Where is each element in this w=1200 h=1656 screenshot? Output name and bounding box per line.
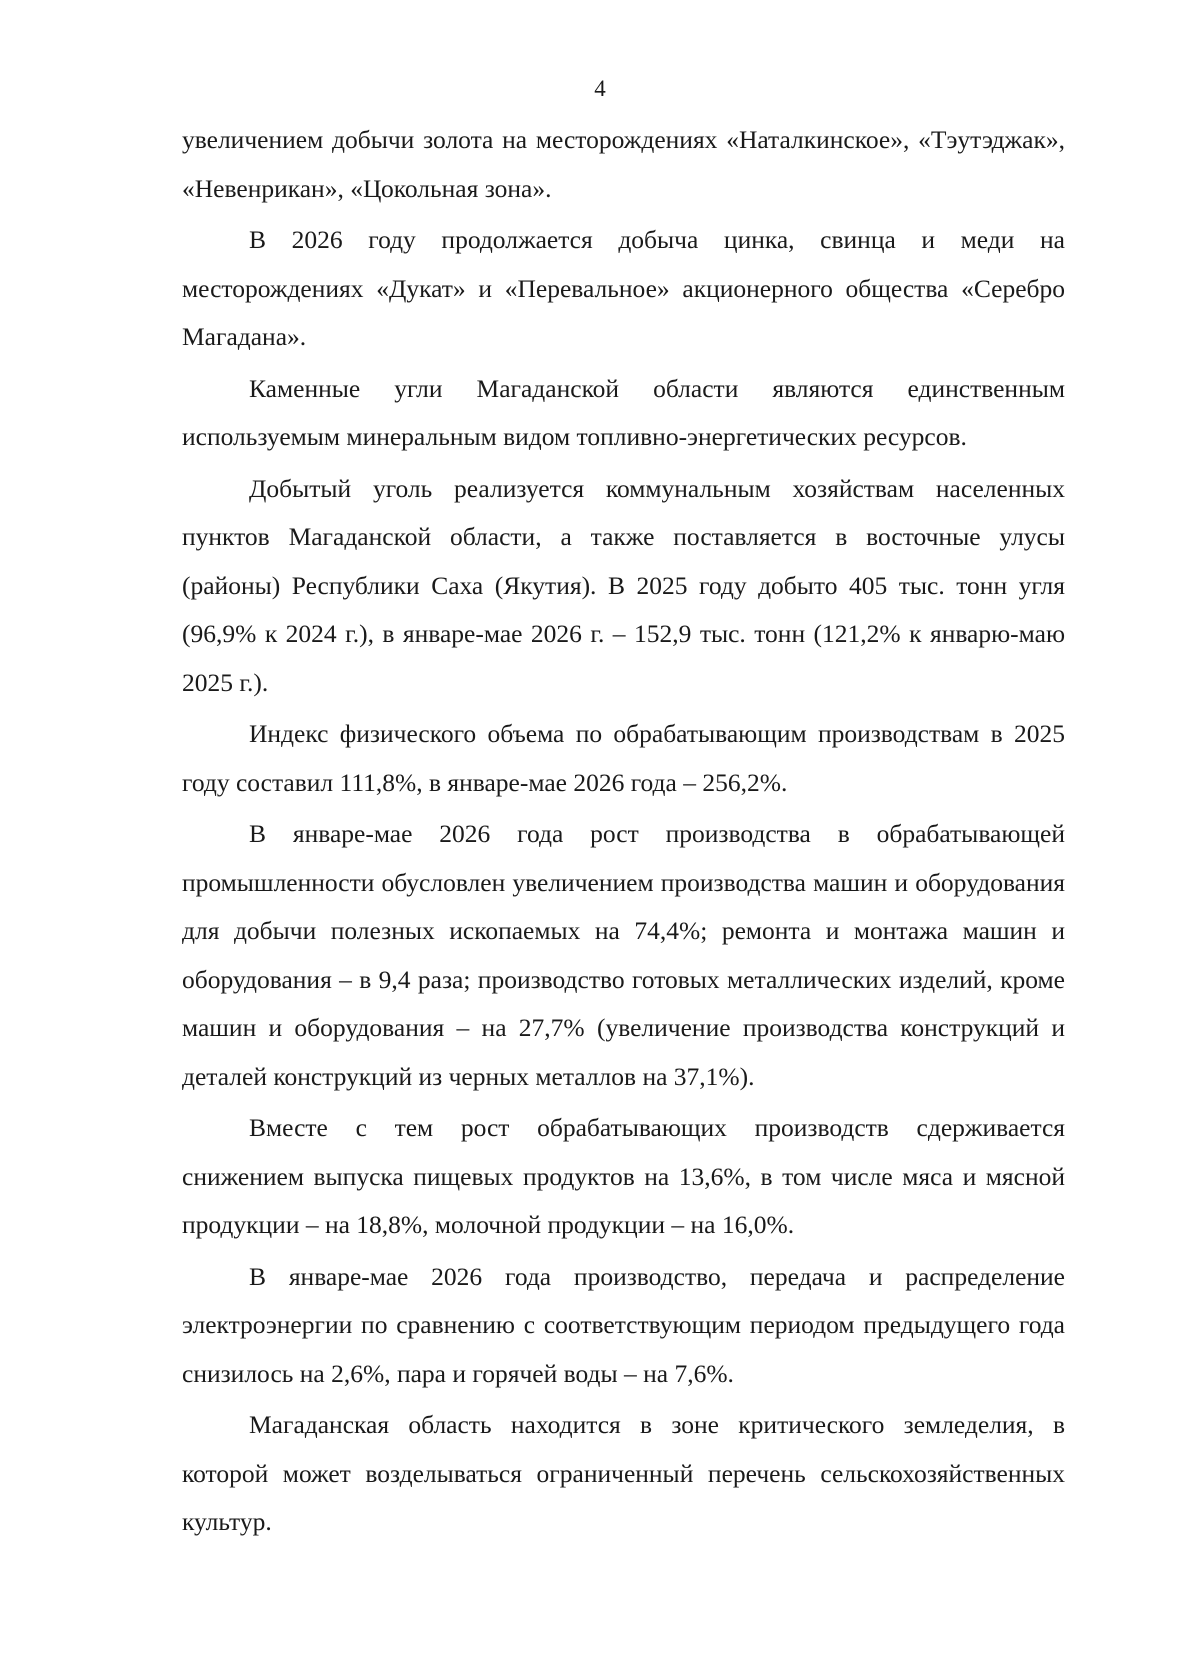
paragraph-agriculture: Магаданская область находится в зоне критического земледелия, в которой может возделываться ограниченный перечень сельскохозяйственных культур. [182, 1410, 1065, 1536]
paragraph-gold-mining-continuation: увеличением добычи золота на месторождениях «Наталкинское», «Тэутэджак», «Невенрикан», «Цокольная зона». [182, 125, 1065, 203]
paragraph-coal-resources: Каменные угли Магаданской области являются единственным используемым минеральным видом топливно-энергетических ресурсов. [182, 373, 1065, 451]
paragraph-electricity: В январе-мае 2026 года производство, передача и распределение электроэнергии по сравнению с соответствующим периодом предыдущего года снизилось на 2,6%, пара и горячей воды – на 7,6%. [182, 1261, 1065, 1388]
page-number: 4 [594, 76, 606, 101]
paragraph-zinc-lead-copper: В 2026 году продолжается добыча цинка, свинца и меди на месторождениях «Дукат» и «Перевальное» акционерного общества «Серебро Магадана». [182, 225, 1065, 351]
paragraph-coal-sales: Добытый уголь реализуется коммунальным хозяйствам населенных пунктов Магаданской области, а также поставляется в восточные улусы (районы) Республики Саха (Якутия). В 2025 году добыто 405 тыс. тонн угля (96,9% к 2024 г.), в январе-мае 2026 г. – 152,9 тыс. тонн (121,2% к январю-маю 2025 г.). [182, 473, 1065, 697]
paragraph-manufacturing-index: Индекс физического объема по обрабатывающим производствам в 2025 году составил 111,8%, в январе-мае 2026 года – 256,2%. [182, 719, 1065, 797]
document-body [182, 116, 1065, 1547]
paragraph-manufacturing-growth: В январе-мае 2026 года рост производства в обрабатывающей промышленности обусловлен увеличением производства машин и оборудования для добычи полезных ископаемых на 74,4%; ремонта и монтажа машин и оборудования – в 9,4 раза; производство готовых металлических изделий, кроме машин и оборудования – на 27,7% (увеличение производства конструкций и деталей конструкций из черных металлов на 37,1%). [182, 819, 1065, 1091]
paragraph-food-production: Вместе с тем рост обрабатывающих производств сдерживается снижением выпуска пищевых продуктов на 13,6%, в том числе мяса и мясной продукции – на 18,8%, молочной продукции – на 16,0%. [182, 1113, 1065, 1239]
